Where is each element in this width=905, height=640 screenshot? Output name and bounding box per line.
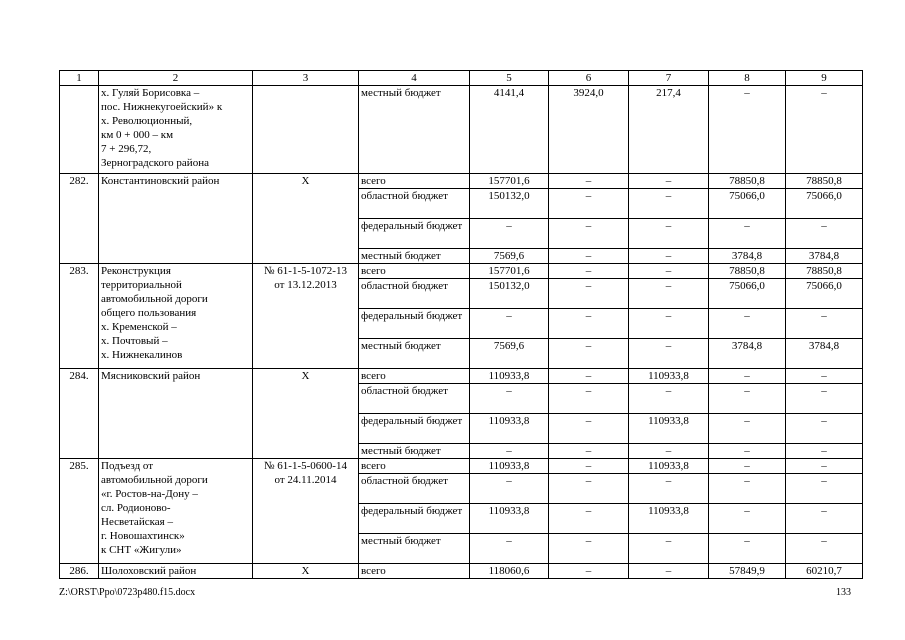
value-col8: –	[709, 534, 786, 564]
value-col9: –	[786, 504, 863, 534]
row-number	[60, 86, 99, 174]
row-name: Мясниковский район	[99, 369, 253, 459]
value-col7: 110933,8	[629, 369, 709, 384]
value-col6: –	[549, 459, 629, 474]
table-row	[60, 459, 863, 474]
value-col6: –	[549, 264, 629, 279]
value-col7: –	[629, 474, 709, 504]
table-row	[60, 86, 863, 174]
budget-label: всего	[359, 459, 470, 474]
value-col9: –	[786, 369, 863, 384]
value-col9: 3784,8	[786, 339, 863, 369]
row-name: Константиновский район	[99, 174, 253, 264]
value-col5: –	[470, 534, 549, 564]
value-col6: –	[549, 414, 629, 444]
budget-label: местный бюджет	[359, 534, 470, 564]
row-number: 285.	[60, 459, 99, 564]
value-col6: –	[549, 384, 629, 414]
value-col8: –	[709, 219, 786, 249]
column-header: 8	[709, 71, 786, 86]
value-col9: 75066,0	[786, 189, 863, 219]
budget-label: всего	[359, 369, 470, 384]
budget-label: федеральный бюджет	[359, 309, 470, 339]
row-number: 283.	[60, 264, 99, 369]
value-col6: –	[549, 369, 629, 384]
value-col8: –	[709, 474, 786, 504]
value-col9: 78850,8	[786, 264, 863, 279]
value-col6: –	[549, 504, 629, 534]
value-col6: –	[549, 219, 629, 249]
row-name: х. Гуляй Борисовка – пос. Нижнекугоейский» к х. Революционный, км 0 + 000 – км 7 + 296,72, Зерноградского района	[99, 86, 253, 174]
value-col9: 78850,8	[786, 174, 863, 189]
row-number: 286.	[60, 564, 99, 579]
value-col5: 110933,8	[470, 504, 549, 534]
value-col7: 110933,8	[629, 459, 709, 474]
column-header: 2	[99, 71, 253, 86]
budget-label: федеральный бюджет	[359, 504, 470, 534]
value-col9: –	[786, 459, 863, 474]
value-col8: –	[709, 384, 786, 414]
column-header: 4	[359, 71, 470, 86]
row-name: Шолоховский район	[99, 564, 253, 579]
page-number: 133	[836, 587, 851, 598]
value-col8: 3784,8	[709, 339, 786, 369]
budget-label: местный бюджет	[359, 86, 470, 174]
budget-label: областной бюджет	[359, 279, 470, 309]
value-col7: –	[629, 384, 709, 414]
value-col7: –	[629, 174, 709, 189]
header-row	[60, 71, 863, 86]
row-document: № 61-1-5-1072-13 от 13.12.2013	[253, 264, 359, 369]
budget-label: всего	[359, 564, 470, 579]
value-col5: –	[470, 384, 549, 414]
value-col7: –	[629, 339, 709, 369]
value-col5: 4141,4	[470, 86, 549, 174]
budget-label: областной бюджет	[359, 474, 470, 504]
value-col5: 118060,6	[470, 564, 549, 579]
table-row	[60, 174, 863, 189]
value-col9: –	[786, 474, 863, 504]
budget-label: местный бюджет	[359, 444, 470, 459]
row-name: Подъезд от автомобильной дороги «г. Ростов-на-Дону – сл. Родионово- Несветайская – г. Новошахтинск» к СНТ «Жигули»	[99, 459, 253, 564]
budget-label: областной бюджет	[359, 189, 470, 219]
column-header: 3	[253, 71, 359, 86]
value-col5: 150132,0	[470, 279, 549, 309]
value-col5: –	[470, 219, 549, 249]
value-col8: –	[709, 504, 786, 534]
value-col8: –	[709, 309, 786, 339]
value-col8: –	[709, 444, 786, 459]
budget-label: федеральный бюджет	[359, 414, 470, 444]
value-col9: 60210,7	[786, 564, 863, 579]
row-name: Реконструкция территориальной автомобильной дороги общего пользования х. Кременской – х. Почтовый – х. Нижнекалинов	[99, 264, 253, 369]
value-col6: –	[549, 189, 629, 219]
value-col6: –	[549, 564, 629, 579]
value-col8: –	[709, 86, 786, 174]
row-document: № 61-1-5-0600-14 от 24.11.2014	[253, 459, 359, 564]
value-col8: –	[709, 414, 786, 444]
value-col6: –	[549, 174, 629, 189]
value-col6: –	[549, 249, 629, 264]
value-col8: 57849,9	[709, 564, 786, 579]
value-col9: –	[786, 309, 863, 339]
value-col9: 3784,8	[786, 249, 863, 264]
column-header: 5	[470, 71, 549, 86]
value-col6: –	[549, 309, 629, 339]
value-col7: –	[629, 189, 709, 219]
value-col7: 110933,8	[629, 414, 709, 444]
value-col5: 7569,6	[470, 339, 549, 369]
value-col8: –	[709, 369, 786, 384]
budget-label: местный бюджет	[359, 339, 470, 369]
table-row	[60, 369, 863, 384]
value-col6: 3924,0	[549, 86, 629, 174]
value-col9: –	[786, 414, 863, 444]
value-col5: 7569,6	[470, 249, 549, 264]
budget-label: всего	[359, 174, 470, 189]
budget-label: всего	[359, 264, 470, 279]
budget-label: местный бюджет	[359, 249, 470, 264]
column-header: 7	[629, 71, 709, 86]
budget-label: федеральный бюджет	[359, 219, 470, 249]
value-col8: 75066,0	[709, 279, 786, 309]
value-col7: –	[629, 264, 709, 279]
column-header: 9	[786, 71, 863, 86]
budget-table	[59, 70, 863, 579]
value-col6: –	[549, 339, 629, 369]
value-col8: 75066,0	[709, 189, 786, 219]
value-col7: –	[629, 219, 709, 249]
value-col7: 110933,8	[629, 504, 709, 534]
value-col8: 78850,8	[709, 174, 786, 189]
value-col7: –	[629, 249, 709, 264]
value-col5: 157701,6	[470, 264, 549, 279]
value-col7: –	[629, 564, 709, 579]
column-header: 1	[60, 71, 99, 86]
table-row	[60, 264, 863, 279]
row-number: 284.	[60, 369, 99, 459]
value-col8: –	[709, 459, 786, 474]
value-col7: –	[629, 534, 709, 564]
value-col5: 110933,8	[470, 459, 549, 474]
value-col9: –	[786, 444, 863, 459]
value-col9: –	[786, 219, 863, 249]
value-col8: 3784,8	[709, 249, 786, 264]
table-row	[60, 564, 863, 579]
value-col9: 75066,0	[786, 279, 863, 309]
value-col6: –	[549, 279, 629, 309]
value-col5: –	[470, 444, 549, 459]
value-col8: 78850,8	[709, 264, 786, 279]
row-document: Х	[253, 174, 359, 264]
value-col9: –	[786, 534, 863, 564]
row-number: 282.	[60, 174, 99, 264]
value-col5: –	[470, 474, 549, 504]
column-header: 6	[549, 71, 629, 86]
row-document: Х	[253, 369, 359, 459]
value-col9: –	[786, 384, 863, 414]
value-col9: –	[786, 86, 863, 174]
row-document: Х	[253, 564, 359, 579]
row-document	[253, 86, 359, 174]
value-col7: –	[629, 279, 709, 309]
value-col5: –	[470, 309, 549, 339]
value-col5: 157701,6	[470, 174, 549, 189]
value-col7: –	[629, 309, 709, 339]
value-col7: –	[629, 444, 709, 459]
value-col7: 217,4	[629, 86, 709, 174]
budget-label: областной бюджет	[359, 384, 470, 414]
value-col5: 110933,8	[470, 414, 549, 444]
value-col6: –	[549, 444, 629, 459]
value-col6: –	[549, 474, 629, 504]
value-col5: 150132,0	[470, 189, 549, 219]
value-col6: –	[549, 534, 629, 564]
value-col5: 110933,8	[470, 369, 549, 384]
file-path: Z:\ORST\Ppo\0723p480.f15.docx	[59, 587, 196, 598]
